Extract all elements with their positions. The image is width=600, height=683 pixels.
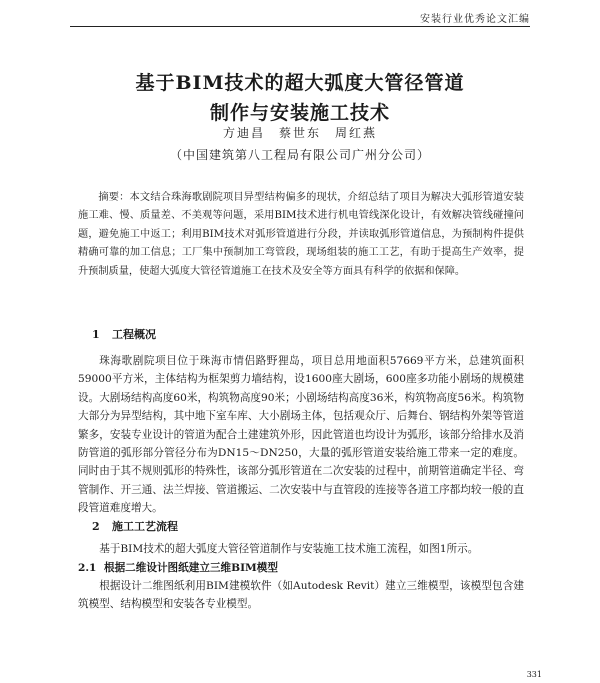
paragraph-project-overview: 珠海歌剧院项目位于珠海市情侣路野狸岛，项目总用地面积57669平方米，总建筑面积59000平方米，主体结构为框架剪力墙结构，设1600座大剧场，600座多功能小剧场的规模建设。大剧场结构高度60米，构筑物高度90米；小剧场结构高度36米，构筑物高度56米。构筑物大部分为异型结构，其中地下室车库、大小剧场主体，包括观众厅、后舞台、钢结构外架等管道繁多，安装专业设计的管道为配合土建建筑外形，因此管道也均设计为弧形，该部分给排水及消防管道的弧形部分管径分布为DN15～DN250，大量的弧形管道安装给施工带来一定的难度。同时由于其不规则弧形的特殊性，该部分弧形管道在二次安装的过程中，前期管道确定半径、弯管制作、开三通、法兰焊接、管道搬运、二次安装中与直管段的连接等各道工序都均较一般的直段管道难度增大。 xyxy=(78,355,524,515)
section-number: 2 xyxy=(92,520,100,533)
section-title: 工程概况 xyxy=(112,328,156,341)
subsection-title: 根据二维设计图纸建立三维BIM模型 xyxy=(104,562,278,574)
page-number: 331 xyxy=(526,670,542,679)
authors: 方迪昌 蔡世东 周红燕 xyxy=(222,126,377,140)
title-line-2: 制作与安装施工技术 xyxy=(209,102,390,124)
paragraph-process-intro: 基于BIM技术的超大弧度大管径管道制作与安装施工技术施工流程，如图1所示。 xyxy=(99,543,479,555)
paper-title xyxy=(0,68,600,128)
subsection-2-1-heading xyxy=(78,560,278,575)
title-line-1: 基于BIM技术的超大弧度大管径管道 xyxy=(135,72,465,94)
abstract: 摘要：本文结合珠海歌剧院项目异型结构偏多的现状，介绍总结了项目为解决大弧形管道安装施工难、慢、质量差、不美观等问题，采用BIM技术进行机电管线深化设计，有效解决管线碰撞问题，避免施工中返工；利用BIM技术对弧形管道进行分段，并读取弧形管道信息，为预制构件提供精确可靠的加工信息；工厂集中预制加工弯管段，现场组装的施工工艺，有助于提高生产效率，提升预制质量，使超大弧度大管径管道施工在技术及安全等方面具有科学的依据和保障。 xyxy=(78,192,524,277)
header-rule xyxy=(70,26,530,27)
affiliation: （中国建筑第八工程局有限公司广州分公司） xyxy=(169,148,430,162)
paragraph-bim-model: 根据设计二维图纸利用BIM建模软件（如Autodesk Revit）建立三维模型，该模型包含建筑模型、结构模型和安装各专业模型。 xyxy=(78,580,524,611)
section-1-heading xyxy=(92,326,156,342)
journal-header: 安装行业优秀论文汇编 xyxy=(420,14,530,25)
section-title: 施工工艺流程 xyxy=(112,520,178,533)
section-2-heading xyxy=(92,518,178,534)
section-number: 1 xyxy=(92,328,100,341)
subsection-number: 2.1 xyxy=(78,562,97,574)
